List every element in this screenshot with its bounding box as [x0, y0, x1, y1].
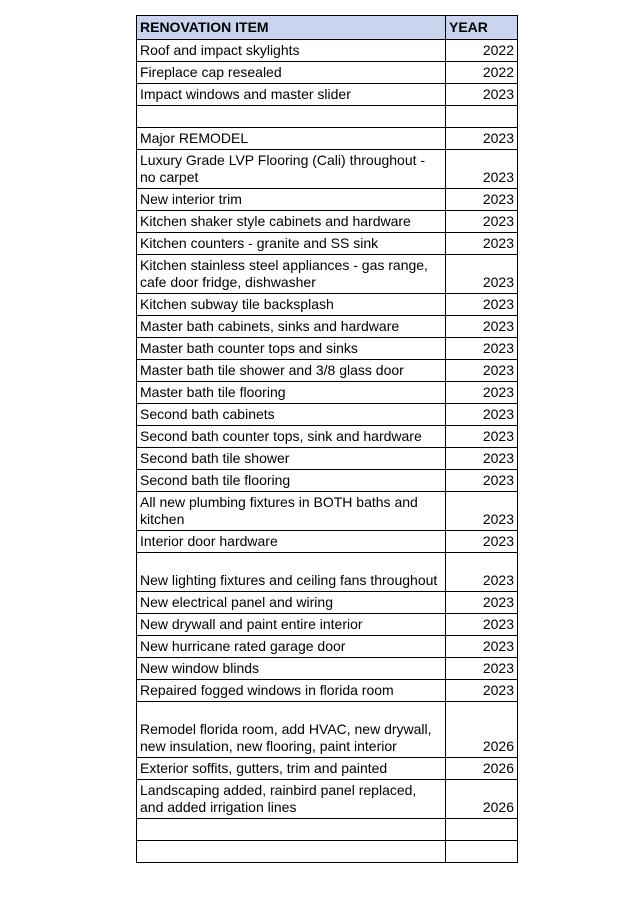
- year-cell: 2023: [446, 233, 518, 255]
- year-cell: 2023: [446, 150, 518, 189]
- year-cell: 2023: [446, 658, 518, 680]
- renovation-item-cell: Roof and impact skylights: [137, 40, 446, 62]
- table-row: [137, 680, 518, 702]
- renovation-item-cell: New drywall and paint entire interior: [137, 614, 446, 636]
- year-cell: 2023: [446, 128, 518, 150]
- table-row: [137, 819, 518, 841]
- year-cell: 2022: [446, 40, 518, 62]
- table-row: [137, 106, 518, 128]
- table-row: [137, 211, 518, 233]
- year-cell: [446, 106, 518, 128]
- renovation-item-cell: [137, 106, 446, 128]
- table-row: [137, 636, 518, 658]
- table-row: [137, 492, 518, 531]
- table-row: [137, 592, 518, 614]
- renovation-item-cell: Master bath tile flooring: [137, 382, 446, 404]
- table-row: [137, 150, 518, 189]
- year-cell: [446, 841, 518, 863]
- table-row: [137, 189, 518, 211]
- renovation-item-cell: New electrical panel and wiring: [137, 592, 446, 614]
- header-row: [137, 16, 518, 40]
- year-cell: 2023: [446, 382, 518, 404]
- renovation-item-cell: New hurricane rated garage door: [137, 636, 446, 658]
- renovation-item-cell: Master bath cabinets, sinks and hardware: [137, 316, 446, 338]
- table-row: [137, 338, 518, 360]
- renovation-item-cell: New window blinds: [137, 658, 446, 680]
- year-cell: [446, 819, 518, 841]
- renovation-item-cell: Master bath tile shower and 3/8 glass door: [137, 360, 446, 382]
- year-cell: 2023: [446, 680, 518, 702]
- year-cell: 2023: [446, 404, 518, 426]
- year-cell: 2023: [446, 189, 518, 211]
- table-row: [137, 40, 518, 62]
- year-cell: 2023: [446, 360, 518, 382]
- year-cell: 2023: [446, 338, 518, 360]
- table-row: [137, 404, 518, 426]
- year-cell: 2023: [446, 448, 518, 470]
- renovation-item-cell: Luxury Grade LVP Flooring (Cali) throughout - no carpet: [137, 150, 446, 189]
- table-row: [137, 758, 518, 780]
- table-row: [137, 553, 518, 592]
- renovation-item-cell: Second bath cabinets: [137, 404, 446, 426]
- year-cell: 2023: [446, 255, 518, 294]
- year-cell: 2023: [446, 636, 518, 658]
- table-row: [137, 702, 518, 758]
- table-row: [137, 531, 518, 553]
- table-row: [137, 658, 518, 680]
- renovation-item-cell: Kitchen shaker style cabinets and hardware: [137, 211, 446, 233]
- year-cell: 2023: [446, 426, 518, 448]
- renovation-item-cell: Second bath counter tops, sink and hardware: [137, 426, 446, 448]
- renovation-item-cell: Landscaping added, rainbird panel replaced, and added irrigation lines: [137, 780, 446, 819]
- year-cell: 2026: [446, 780, 518, 819]
- year-cell: 2023: [446, 531, 518, 553]
- table-row: [137, 360, 518, 382]
- header-year: YEAR: [446, 16, 518, 40]
- renovation-item-cell: Kitchen counters - granite and SS sink: [137, 233, 446, 255]
- table-row: [137, 255, 518, 294]
- year-cell: 2026: [446, 702, 518, 758]
- year-cell: 2023: [446, 84, 518, 106]
- table-row: [137, 233, 518, 255]
- table-row: [137, 780, 518, 819]
- year-cell: 2023: [446, 592, 518, 614]
- renovation-item-cell: Exterior soffits, gutters, trim and painted: [137, 758, 446, 780]
- table-row: [137, 470, 518, 492]
- renovation-item-cell: New interior trim: [137, 189, 446, 211]
- table-row: [137, 294, 518, 316]
- renovation-item-cell: Fireplace cap resealed: [137, 62, 446, 84]
- table-row: [137, 448, 518, 470]
- renovation-item-cell: Second bath tile shower: [137, 448, 446, 470]
- year-cell: 2023: [446, 614, 518, 636]
- table-row: [137, 128, 518, 150]
- year-cell: 2023: [446, 316, 518, 338]
- header-renovation-item: RENOVATION ITEM: [137, 16, 446, 40]
- year-cell: 2023: [446, 470, 518, 492]
- table-row: [137, 382, 518, 404]
- renovation-item-cell: All new plumbing fixtures in BOTH baths and kitchen: [137, 492, 446, 531]
- renovation-item-cell: Kitchen stainless steel appliances - gas range, cafe door fridge, dishwasher: [137, 255, 446, 294]
- renovation-item-cell: Repaired fogged windows in florida room: [137, 680, 446, 702]
- year-cell: 2023: [446, 492, 518, 531]
- renovation-item-cell: Kitchen subway tile backsplash: [137, 294, 446, 316]
- year-cell: 2023: [446, 553, 518, 592]
- renovation-item-cell: Second bath tile flooring: [137, 470, 446, 492]
- renovation-item-cell: Impact windows and master slider: [137, 84, 446, 106]
- renovation-item-cell: Major REMODEL: [137, 128, 446, 150]
- renovation-item-cell: Master bath counter tops and sinks: [137, 338, 446, 360]
- renovation-item-cell: [137, 819, 446, 841]
- year-cell: 2026: [446, 758, 518, 780]
- table-row: [137, 62, 518, 84]
- renovation-table: [136, 15, 518, 863]
- year-cell: 2022: [446, 62, 518, 84]
- table-row: [137, 316, 518, 338]
- year-cell: 2023: [446, 294, 518, 316]
- table-row: [137, 426, 518, 448]
- renovation-item-cell: New lighting fixtures and ceiling fans throughout: [137, 553, 446, 592]
- table-row: [137, 84, 518, 106]
- renovation-item-cell: [137, 841, 446, 863]
- table-row: [137, 614, 518, 636]
- year-cell: 2023: [446, 211, 518, 233]
- renovation-item-cell: Remodel florida room, add HVAC, new drywall, new insulation, new flooring, paint interior: [137, 702, 446, 758]
- renovation-item-cell: Interior door hardware: [137, 531, 446, 553]
- table-row: [137, 841, 518, 863]
